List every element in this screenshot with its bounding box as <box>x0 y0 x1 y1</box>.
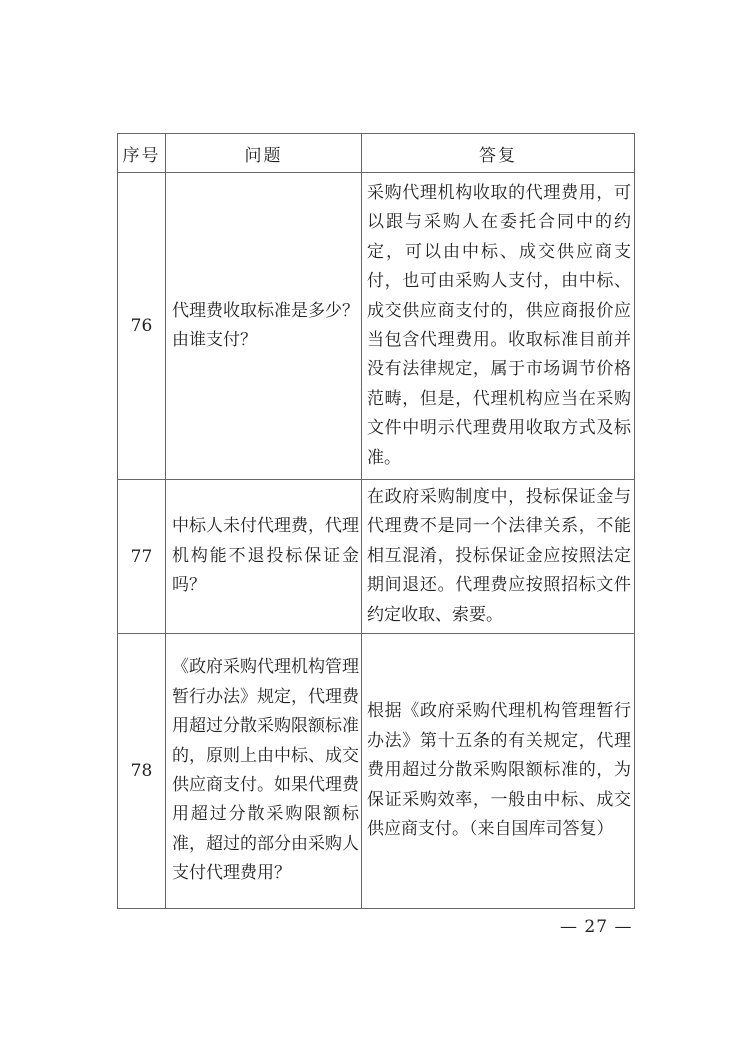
row-question: 代理费收取标准是多少？由谁支付？ <box>166 173 362 480</box>
page-number: — 27 — <box>560 917 633 937</box>
row-answer: 根据《政府采购代理机构管理暂行办法》第十五条的有关规定，代理费用超过分散采购限额标准的，为保证采购效率，一般由中标、成交供应商支付。（来自国库司答复） <box>362 634 635 909</box>
row-answer: 在政府采购制度中，投标保证金与代理费不是同一个法律关系，不能相互混淆，投标保证金应按照法定期间退还。代理费应按照招标文件约定收取、索要。 <box>362 480 635 634</box>
header-number: 序号 <box>118 134 166 173</box>
qa-table <box>117 133 635 909</box>
row-number: 76 <box>118 173 166 480</box>
table-row <box>118 173 635 480</box>
row-number: 78 <box>118 634 166 909</box>
header-answer: 答复 <box>362 134 635 173</box>
row-number: 77 <box>118 480 166 634</box>
row-answer: 采购代理机构收取的代理费用，可以跟与采购人在委托合同中的约定，可以由中标、成交供应商支付，也可由采购人支付，由中标、成交供应商支付的，供应商报价应当包含代理费用。收取标准目前并没有法律规定，属于市场调节价格范畴，但是，代理机构应当在采购文件中明示代理费用收取方式及标准。 <box>362 173 635 480</box>
table-row <box>118 480 635 634</box>
table-row <box>118 634 635 909</box>
table-header-row <box>118 134 635 173</box>
header-question: 问题 <box>166 134 362 173</box>
row-question: 《政府采购代理机构管理暂行办法》规定，代理费用超过分散采购限额标准的，原则上由中标、成交供应商支付。如果代理费用超过分散采购限额标准，超过的部分由采购人支付代理费用？ <box>166 634 362 909</box>
row-question: 中标人未付代理费，代理机构能不退投标保证金吗？ <box>166 480 362 634</box>
